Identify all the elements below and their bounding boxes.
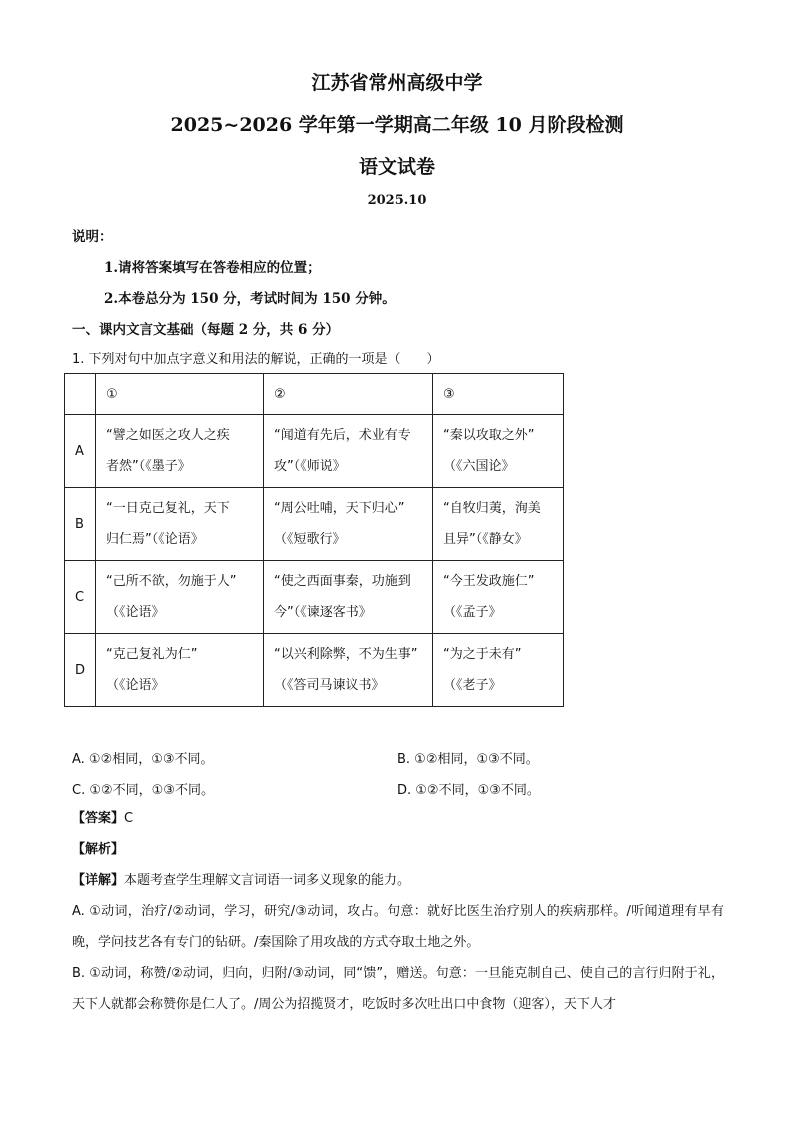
detail-label: 【详解】 xyxy=(72,873,125,888)
table-cell: “使之西面事秦，功施到 今”（《谏逐客书》 xyxy=(264,561,433,634)
table-cell: “一日克己复礼，天下 归仁焉”（《论语》 xyxy=(96,488,264,561)
option-b: B. ①②相同，①③不同。 xyxy=(397,752,539,767)
table-cell: “为之于未有” （《老子》 xyxy=(433,634,564,707)
analysis-label: 【解析】 xyxy=(72,842,125,857)
notes-label: 说明： xyxy=(72,229,113,245)
row-label: B xyxy=(65,488,96,561)
option-c: C. ①②不同，①③不同。 xyxy=(72,783,214,798)
answer-label: 【答案】 xyxy=(72,811,125,826)
table-cell: “闻道有先后，术业有专 攻”（《师说》 xyxy=(264,415,433,488)
detail-intro: 本题考查学生理解文言词语一词多义现象的能力。 xyxy=(124,873,411,888)
subject-title: 语文试卷 xyxy=(358,156,435,178)
table-row xyxy=(65,415,564,488)
detail-line xyxy=(72,865,724,896)
question-1-table xyxy=(64,373,564,707)
table-header-cell: ② xyxy=(264,374,433,415)
section-1-title: 一、课内文言文基础（每题 2 分，共 6 分） xyxy=(72,322,340,338)
answer-value: C xyxy=(124,811,134,826)
option-a: A. ①②相同，①③不同。 xyxy=(72,752,214,767)
row-label: A xyxy=(65,415,96,488)
table-cell: “譬之如医之攻人之疾 者然”（《墨子》 xyxy=(96,415,264,488)
note-item-2: 2.本卷总分为 150 分，考试时间为 150 分钟。 xyxy=(104,291,396,307)
table-row xyxy=(65,488,564,561)
exam-title: 2025~2026 学年第一学期高二年级 10 月阶段检测 xyxy=(170,114,624,136)
table-row xyxy=(65,634,564,707)
table-header-cell: ① xyxy=(96,374,264,415)
table-cell: “自牧归荑，洵美 且异”（《静女》 xyxy=(433,488,564,561)
question-1-stem: 1. 下列对句中加点字意义和用法的解说，正确的一项是（ ） xyxy=(72,352,440,367)
explanation-b: B. ①动词，称赞/②动词，归向，归附/③动词，同“馈”，赠送。句意：一旦能克制自己、使自己的言行归附于礼，天下人就都会称赞你是仁人了。/周公为招揽贤才，吃饭时多次吐出口中食物（迎客），天下人才 xyxy=(72,966,724,1012)
table-cell: “克己复礼为仁” （《论语》 xyxy=(96,634,264,707)
row-label: C xyxy=(65,561,96,634)
note-item-1: 1.请将答案填写在答卷相应的位置； xyxy=(104,260,321,276)
explanation-a: A. ①动词，治疗/②动词，学习，研究/③动词，攻占。句意：就好比医生治疗别人的疾病那样。/听闻道理有早有晚，学问技艺各有专门的钻研。/秦国除了用攻战的方式夺取土地之外。 xyxy=(72,904,724,950)
table-header-row xyxy=(65,374,564,415)
table-cell: “以兴利除弊，不为生事” （《答司马谏议书》 xyxy=(264,634,433,707)
row-label: D xyxy=(65,634,96,707)
table-cell: “秦以攻取之外” （《六国论》 xyxy=(433,415,564,488)
table-header-cell: ③ xyxy=(433,374,564,415)
exam-date: 2025.10 xyxy=(367,193,427,208)
school-title: 江苏省常州高级中学 xyxy=(311,72,483,94)
table-cell: “己所不欲，勿施于人” （《论语》 xyxy=(96,561,264,634)
answer-line xyxy=(72,803,724,834)
table-cell: “周公吐哺，天下归心” （《短歌行》 xyxy=(264,488,433,561)
table-row xyxy=(65,561,564,634)
table-header-cell xyxy=(65,374,96,415)
option-d: D. ①②不同，①③不同。 xyxy=(397,783,540,798)
table-cell: “今王发政施仁” （《孟子》 xyxy=(433,561,564,634)
